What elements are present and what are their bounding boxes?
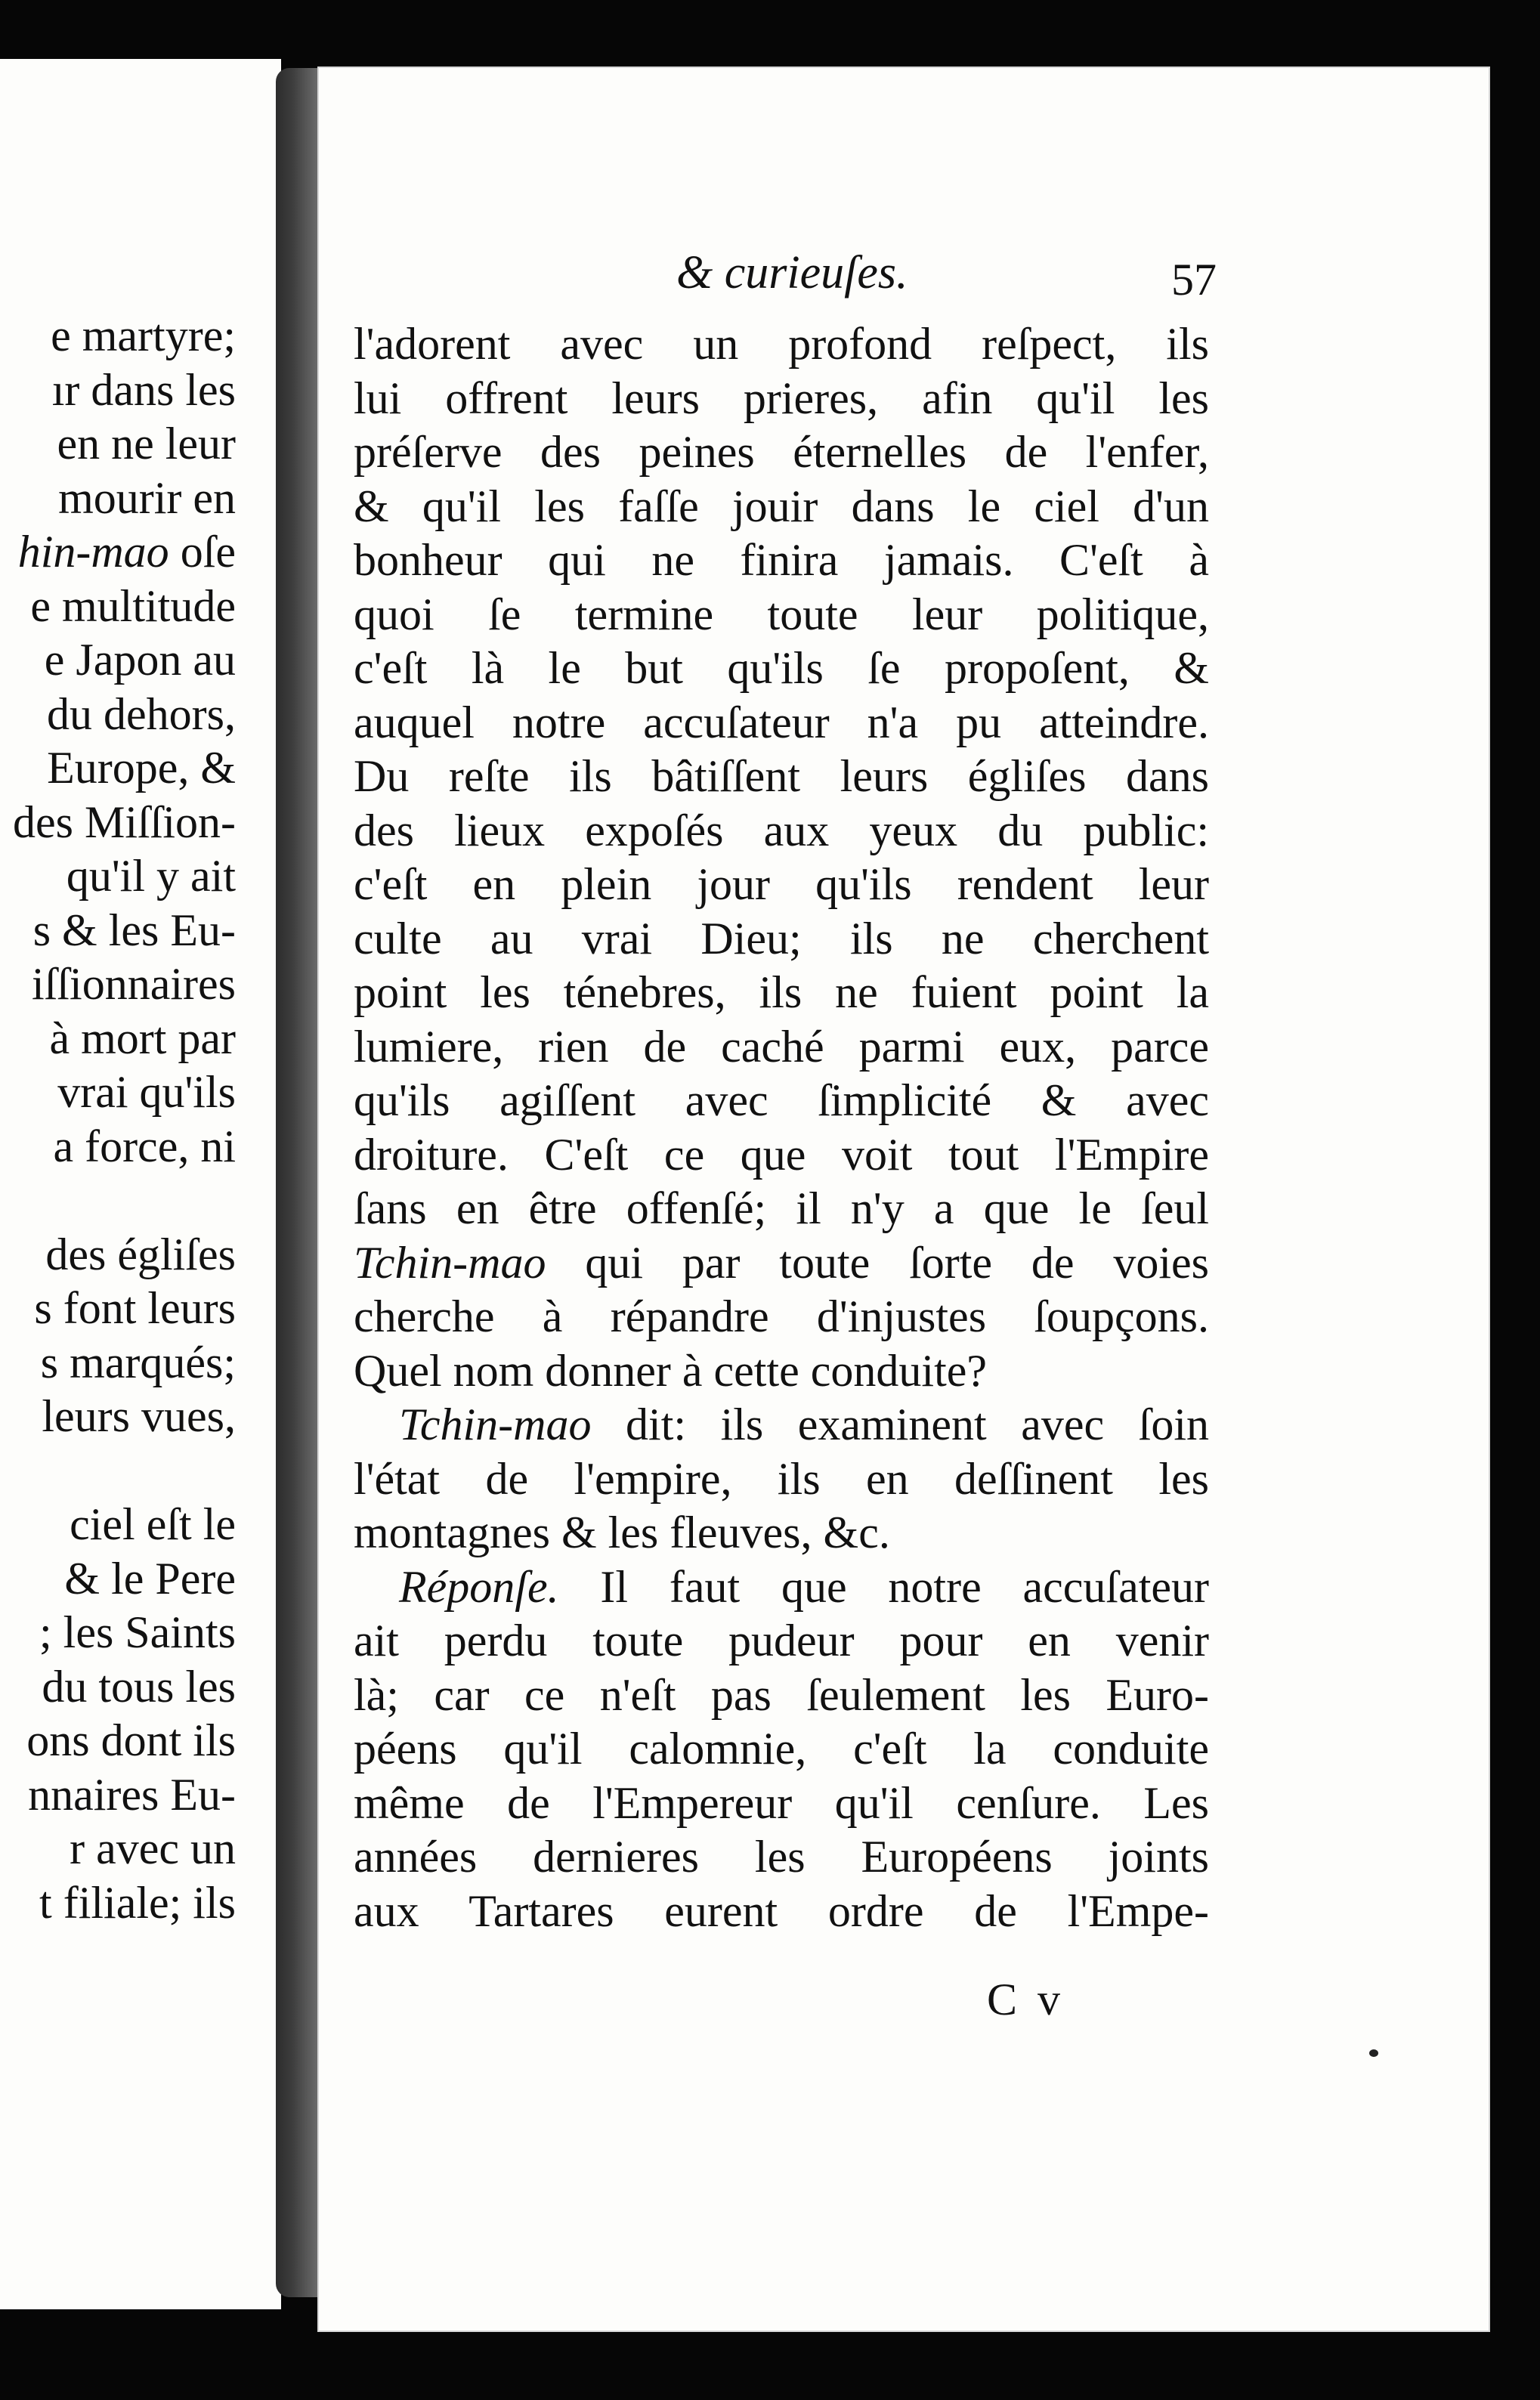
body-line	[354, 1020, 1209, 1075]
line-text: dit: ils examinent avec ſoin	[591, 1399, 1209, 1449]
line-text: des lieux expoſés aux yeux du public:	[354, 805, 1209, 855]
line-text: bonheur qui ne finira jamais. C'eſt à	[354, 535, 1209, 585]
line-text: s font leurs	[34, 1283, 236, 1333]
left-page-line	[39, 1876, 236, 1930]
line-text: s marqués;	[40, 1337, 236, 1387]
left-page-line	[33, 903, 236, 957]
line-text: Du reſte ils bâtiſſent leurs égliſes dans	[354, 751, 1209, 801]
body-line	[354, 1128, 1209, 1183]
left-page-line	[49, 1011, 236, 1065]
line-text: t filiale; ils	[39, 1877, 236, 1928]
ink-speck	[1369, 2049, 1378, 2057]
line-text: r avec un	[70, 1823, 236, 1873]
line-text: ır dans les	[51, 364, 236, 415]
line-text: iſſionnaires	[32, 959, 236, 1009]
line-text: culte au vrai Dieu; ils ne cherchent	[354, 913, 1209, 963]
line-text: là; car ce n'eſt pas ſeulement les Euro-	[354, 1669, 1209, 1720]
left-page-line	[45, 632, 236, 687]
line-text: vrai qu'ils	[57, 1067, 236, 1117]
body-line	[354, 372, 1209, 426]
body-line	[354, 1290, 1209, 1344]
line-text: qu'ils agiſſent avec ſimplicité & avec	[354, 1075, 1209, 1125]
left-page-line	[30, 579, 236, 633]
line-text: & qu'il les faſſe jouir dans le ciel d'un	[354, 481, 1209, 531]
line-text: ſans en être offenſé; il n'y a que le ſeul	[354, 1183, 1209, 1233]
line-text: nnaires Eu-	[28, 1769, 236, 1820]
left-page-line	[57, 416, 236, 471]
page-header	[355, 246, 1217, 307]
line-text: des égliſes	[45, 1229, 236, 1279]
left-page-line	[52, 363, 236, 417]
body-line	[354, 1669, 1209, 1723]
body-line	[354, 1885, 1209, 1939]
left-page-line	[64, 1551, 236, 1606]
line-text: ait perdu toute pudeur pour en venir	[354, 1616, 1209, 1665]
left-page-line	[18, 524, 236, 579]
line-text: qu'il y ait	[66, 851, 236, 901]
left-page-line	[47, 687, 236, 741]
line-text: l'état de l'empire, ils en deſſinent les	[354, 1453, 1209, 1504]
line-text: Europe, &	[47, 743, 236, 793]
left-page-line	[41, 1335, 236, 1390]
line-text: Quel nom donner à cette conduite?	[354, 1345, 988, 1396]
line-text: quoi ſe termine toute leur politique,	[354, 589, 1209, 639]
line-text: oſe	[169, 527, 236, 577]
left-page-line	[42, 1389, 236, 1443]
body-line	[354, 317, 1209, 372]
line-text: e martyre;	[51, 311, 236, 360]
italic-term: Tchin-mao	[354, 1237, 546, 1288]
italic-term: hin-mao	[17, 527, 169, 577]
left-page-line	[53, 1119, 236, 1174]
left-page-line	[34, 1281, 236, 1335]
left-page-line	[70, 1821, 236, 1876]
body-line	[354, 480, 1209, 534]
left-page-fragment	[0, 59, 281, 2309]
line-text: c'eſt en plein jour qu'ils rendent leur	[354, 859, 1209, 909]
body-line	[354, 1452, 1209, 1507]
body-line	[354, 1398, 1209, 1452]
line-text: péens qu'il calomnie, c'eſt la conduite	[354, 1724, 1209, 1774]
body-line	[354, 912, 1209, 966]
line-text: du tous les	[42, 1661, 236, 1712]
body-line	[354, 1344, 1209, 1399]
left-page-line	[13, 795, 236, 849]
line-text: e Japon au	[44, 635, 236, 685]
body-line	[354, 1830, 1209, 1885]
italic-term: Réponſe.	[399, 1561, 559, 1612]
body-line	[354, 1560, 1209, 1615]
line-text: aux Tartares eurent ordre de l'Empe-	[354, 1885, 1209, 1936]
line-text: même de l'Empereur qu'il cenſure. Les	[354, 1777, 1209, 1828]
line-text: ciel eſt le	[70, 1499, 236, 1549]
line-text: qui par toute ſorte de voies	[546, 1237, 1209, 1288]
body-line	[354, 1614, 1209, 1669]
body-line	[354, 696, 1209, 750]
body-text	[354, 317, 1209, 1938]
signature-mark: C v	[987, 1975, 1065, 2024]
page-number: 57	[1171, 255, 1217, 305]
left-page-line	[51, 308, 236, 363]
line-text: point les ténebres, ils ne fuient point la	[354, 967, 1209, 1017]
left-page-line	[42, 1659, 236, 1714]
body-line	[354, 750, 1209, 804]
body-line	[354, 425, 1209, 480]
line-text: lumiere, rien de caché parmi eux, parce	[354, 1021, 1209, 1072]
body-line	[354, 1506, 1209, 1560]
left-page-line	[45, 1227, 236, 1282]
left-page-line	[39, 1605, 236, 1659]
line-text: préſerve des peines éternelles de l'enfer,	[354, 427, 1209, 477]
body-line	[354, 588, 1209, 642]
line-text: a force, ni	[53, 1121, 236, 1171]
line-text: cherche à répandre d'injustes ſoupçons.	[354, 1291, 1209, 1341]
line-text: à mort par	[49, 1013, 236, 1063]
line-text: Il faut que notre accuſateur	[558, 1561, 1209, 1612]
line-text: montagnes & les fleuves, &c.	[354, 1508, 890, 1557]
body-line	[354, 1236, 1209, 1291]
line-text: auquel notre accuſateur n'a pu atteindre.	[354, 697, 1209, 747]
body-line	[354, 804, 1209, 858]
left-page-line	[70, 1497, 236, 1551]
body-line	[354, 642, 1209, 696]
line-text: & le Pere	[64, 1553, 236, 1604]
left-page-line	[47, 741, 236, 795]
italic-term: Tchin-mao	[399, 1399, 592, 1449]
line-text: mourir en	[58, 472, 236, 523]
line-text: droiture. C'eſt ce que voit tout l'Empire	[354, 1129, 1209, 1180]
body-line	[354, 858, 1209, 912]
line-text: du dehors,	[47, 688, 236, 739]
body-line	[354, 1722, 1209, 1777]
left-page-line	[66, 849, 236, 903]
left-page-line	[57, 1065, 236, 1119]
left-page-line	[26, 1713, 236, 1768]
body-line	[354, 966, 1209, 1020]
body-line	[354, 1182, 1209, 1236]
line-text: l'adorent avec un profond reſpect, ils	[354, 319, 1209, 369]
body-line	[354, 1074, 1209, 1128]
line-text: lui offrent leurs prieres, afin qu'il les	[354, 373, 1209, 423]
line-text: e multitude	[30, 580, 236, 631]
running-head: & curieuſes.	[676, 247, 908, 298]
line-text: ons dont ils	[26, 1715, 236, 1765]
line-text: années dernieres les Européens joints	[354, 1832, 1209, 1882]
left-page-line	[28, 1768, 236, 1822]
line-text: des Miſſion-	[13, 796, 236, 847]
left-page-line	[32, 957, 236, 1011]
left-page-line	[58, 471, 236, 525]
line-text: c'eſt là le but qu'ils ſe propoſent, &	[354, 643, 1209, 693]
body-line	[354, 1777, 1209, 1831]
line-text: leurs vues,	[42, 1391, 236, 1441]
body-line	[354, 534, 1209, 588]
line-text: en ne leur	[57, 419, 236, 469]
line-text: ; les Saints	[39, 1607, 236, 1657]
line-text: s & les Eu-	[32, 905, 236, 955]
